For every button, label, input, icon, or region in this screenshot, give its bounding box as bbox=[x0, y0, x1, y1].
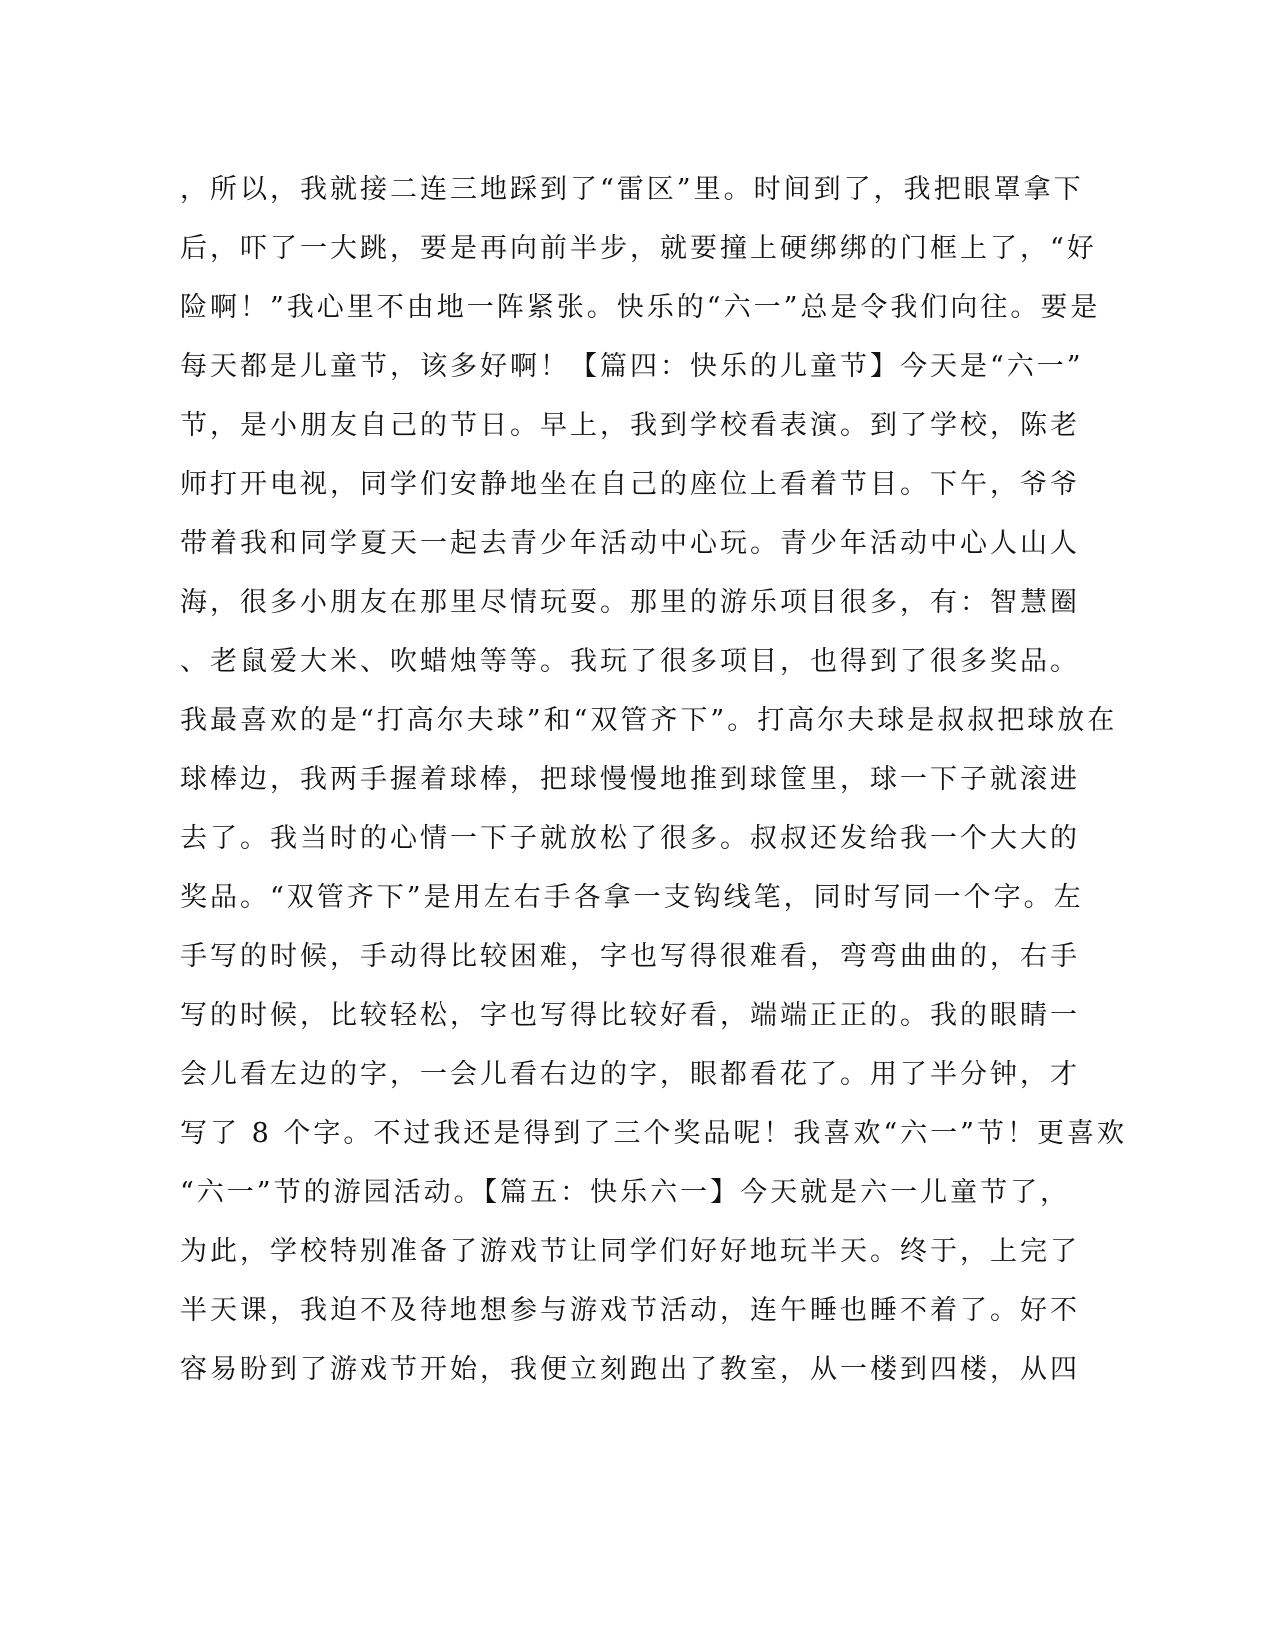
text-line: 节，是小朋友自己的节日。早上，我到学校看表演。到了学校，陈老 bbox=[180, 410, 1080, 441]
text-line: 每天都是儿童节，该多好啊！【篇四：快乐的儿童节】今天是“六一” bbox=[180, 351, 1084, 382]
text-line: ，所以，我就接二连三地踩到了“雷区”里。时间到了，我把眼罩拿下 bbox=[180, 174, 1084, 205]
text-line: 去了。我当时的心情一下子就放松了很多。叔叔还发给我一个大大的 bbox=[180, 823, 1080, 854]
text-line: 手写的时候，手动得比较困难，字也写得很难看，弯弯曲曲的，右手 bbox=[180, 941, 1080, 972]
text-line: 海，很多小朋友在那里尽情玩耍。那里的游乐项目很多，有：智慧圈 bbox=[180, 587, 1080, 618]
text-line: 写了 8 个字。不过我还是得到了三个奖品呢！我喜欢“六一”节！更喜欢 bbox=[180, 1118, 1127, 1149]
body-text bbox=[180, 160, 1127, 1399]
text-line: 会儿看左边的字，一会儿看右边的字，眼都看花了。用了半分钟，才 bbox=[180, 1059, 1080, 1090]
text-line: 球棒边，我两手握着球棒，把球慢慢地推到球筐里，球一下子就滚进 bbox=[180, 764, 1080, 795]
text-line: 险啊！”我心里不由地一阵紧张。快乐的“六一”总是令我们向往。要是 bbox=[180, 292, 1101, 323]
text-line: 后，吓了一大跳，要是再向前半步，就要撞上硬绑绑的门框上了，“好 bbox=[180, 233, 1097, 264]
text-line: 带着我和同学夏天一起去青少年活动中心玩。青少年活动中心人山人 bbox=[180, 528, 1080, 559]
text-line: 我最喜欢的是“打高尔夫球”和“双管齐下”。打高尔夫球是叔叔把球放在 bbox=[180, 705, 1118, 736]
text-line: 为此，学校特别准备了游戏节让同学们好好地玩半天。终于，上完了 bbox=[180, 1236, 1080, 1267]
text-line: 半天课，我迫不及待地想参与游戏节活动，连午睡也睡不着了。好不 bbox=[180, 1295, 1080, 1326]
text-line: 奖品。“双管齐下”是用左右手各拿一支钩线笔，同时写同一个字。左 bbox=[180, 882, 1084, 913]
text-line: 、老鼠爱大米、吹蜡烛等等。我玩了很多项目，也得到了很多奖品。 bbox=[180, 646, 1080, 677]
text-line: 写的时候，比较轻松，字也写得比较好看，端端正正的。我的眼睛一 bbox=[180, 1000, 1080, 1031]
text-line: 师打开电视，同学们安静地坐在自己的座位上看着节目。下午，爷爷 bbox=[180, 469, 1080, 500]
text-line: 容易盼到了游戏节开始，我便立刻跑出了教室，从一楼到四楼，从四 bbox=[180, 1354, 1080, 1385]
text-line: “六一”节的游园活动。【篇五：快乐六一】今天就是六一儿童节了， bbox=[180, 1177, 1071, 1208]
